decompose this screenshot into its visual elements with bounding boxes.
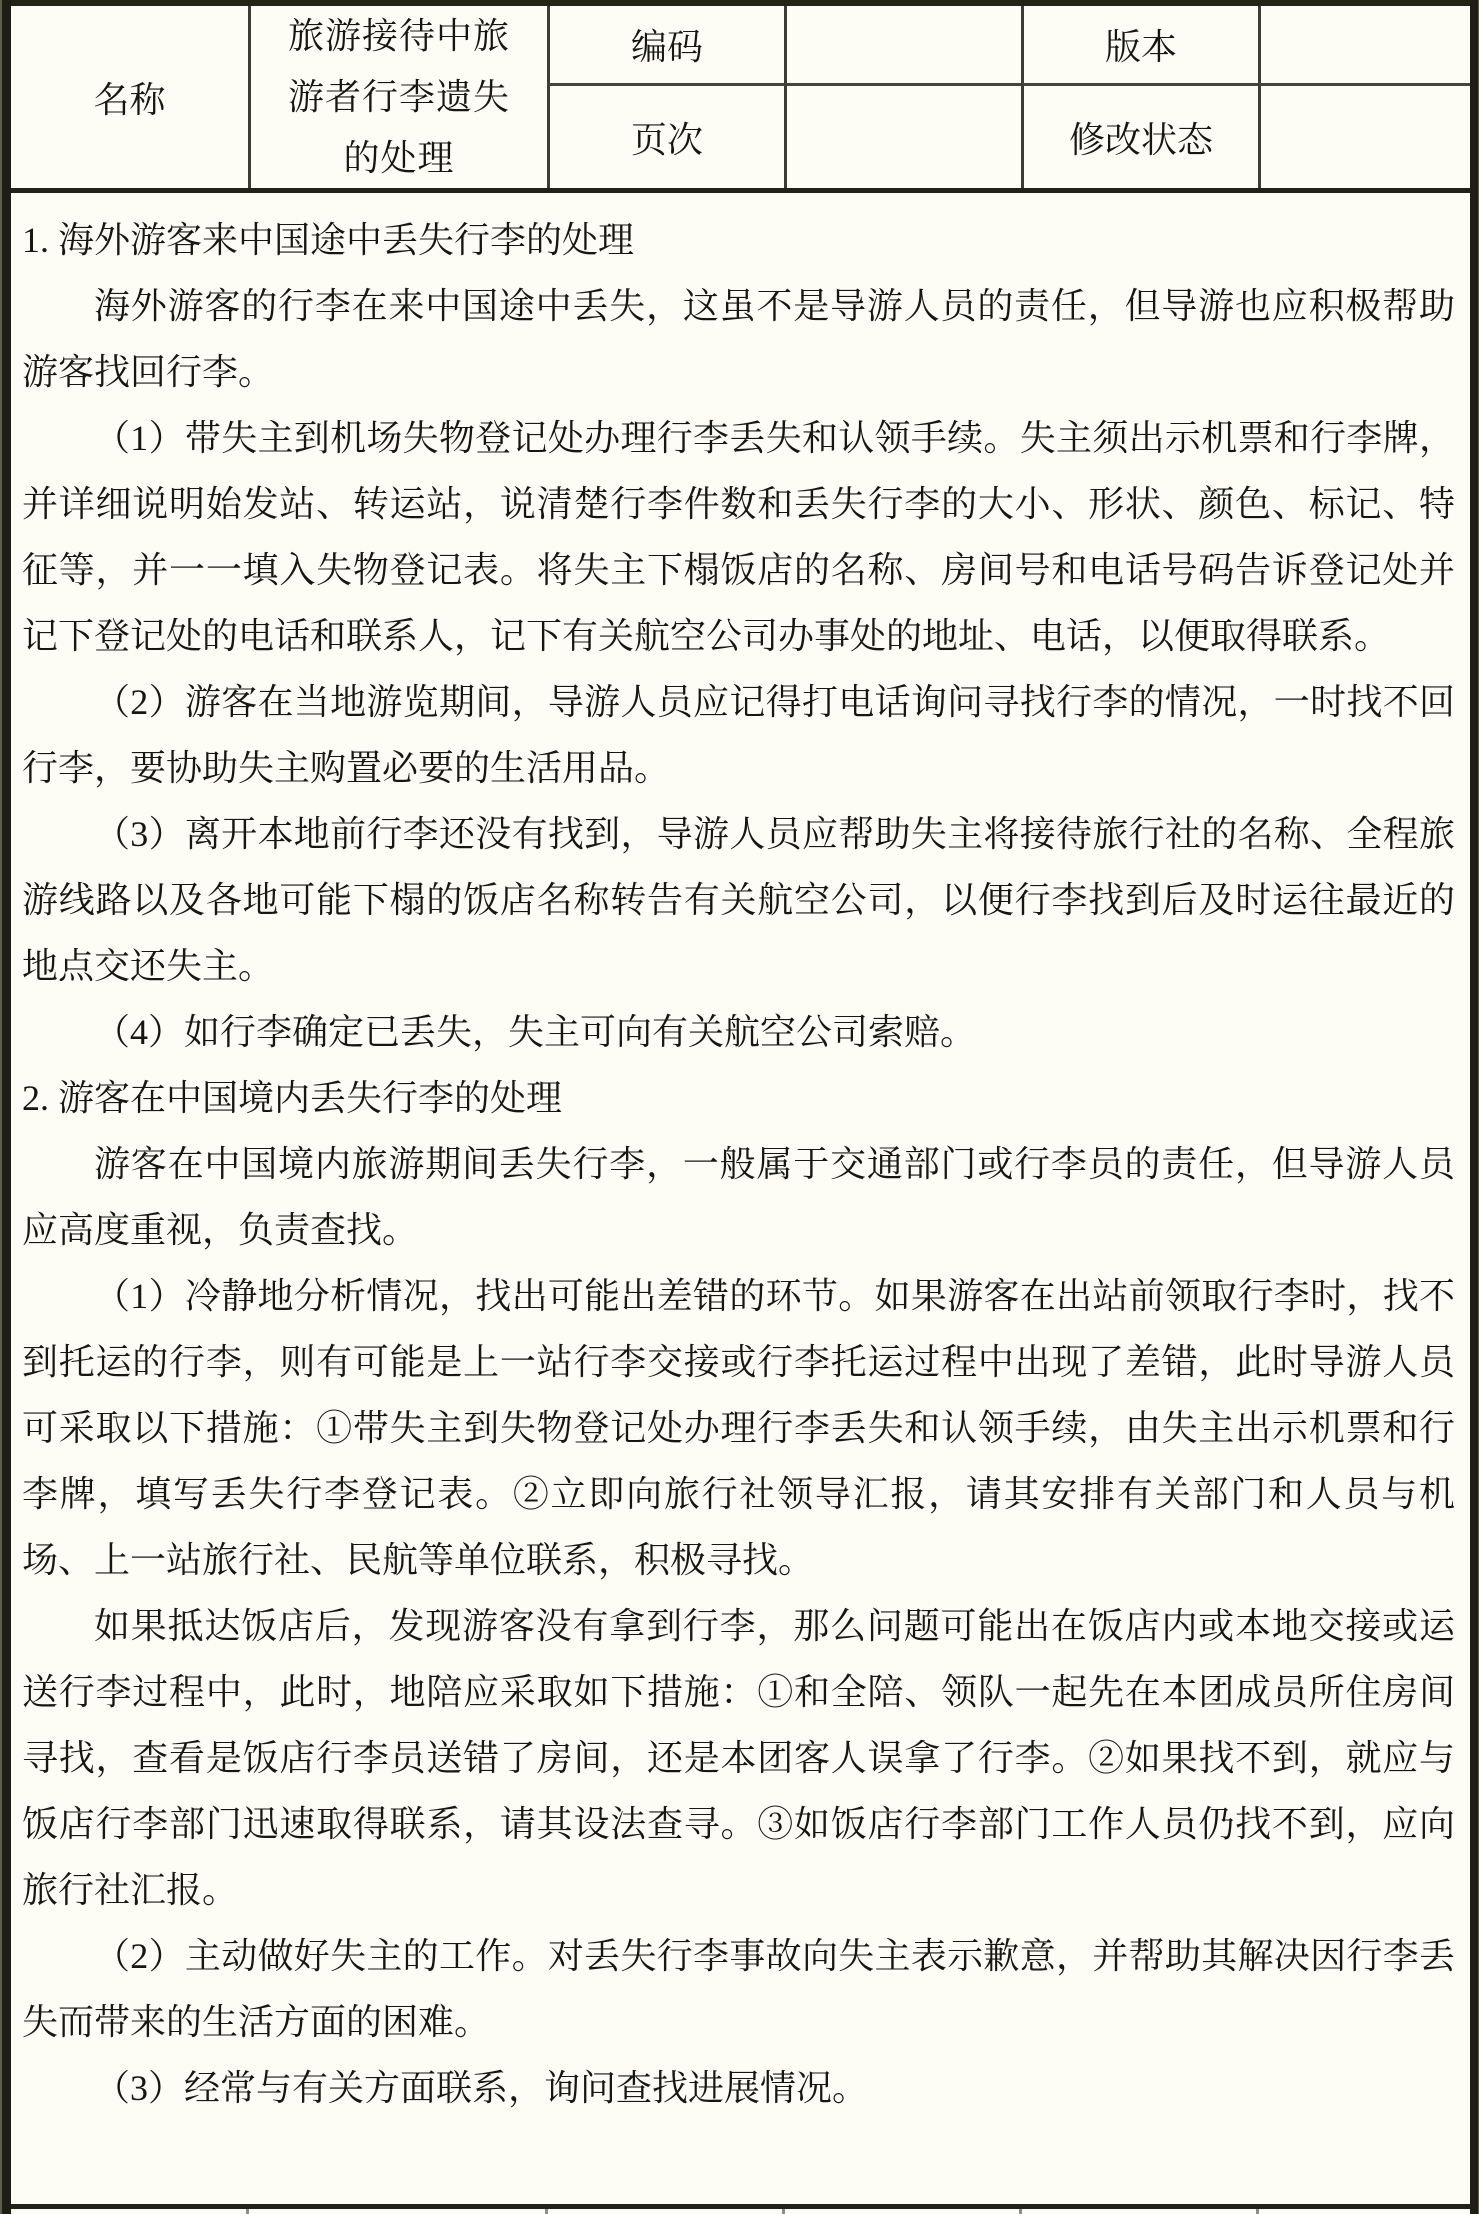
section-1-item-4: （4）如行李确定已丢失，失主可向有关航空公司索赔。 [94,1012,977,1052]
code-label: 编码 [630,27,703,67]
bottom-column-tick [246,2209,249,2214]
section-1-item-3: （3）离开本地前行李还没有找到，导游人员应帮助失主将接待旅行社的名称、全程旅游线路以及各地可能下榻的饭店名称转告有关航空公司，以便行李找到后及时运往最近的地点交还失主。 [22,814,1455,986]
section-2-intro: 游客在中国境内旅游期间丢失行李，一般属于交通部门或行李员的责任，但导游人员应高度重视，负责查找。 [22,1144,1455,1250]
revision-status-label: 修改状态 [1068,119,1213,160]
code-label-cell [547,6,784,83]
code-value-cell [784,6,1021,83]
section-1-item-1: （1）带失主到机场失物登记处办理行李丢失和认领手续。失主须出示机票和行李牌，并详细说明始发站、转运站，说清楚行李件数和丢失行李的大小、形状、颜色、标记、特征等，并一一填入失物登记表。将失主下榻饭店的名称、房间号和电话号码告诉登记处并记下登记处的电话和联系人，记下有关航空公司办事处的地址、电话，以便取得联系。 [22,418,1455,656]
version-label: 版本 [1104,27,1177,67]
section-1-intro: 海外游客的行李在来中国途中丢失，这虽不是导游人员的责任，但导游也应积极帮助游客找回行李。 [22,286,1455,392]
revision-status-value-cell [1258,83,1470,188]
section-1-item-2: （2）游客在当地游览期间，导游人员应记得打电话询问寻找行李的情况，一时找不回行李，要协助失主购置必要的生活用品。 [22,682,1455,788]
bottom-column-tick [545,2209,548,2214]
name-label: 名称 [93,79,166,120]
version-label-cell [1021,6,1258,83]
section-2-item-1-cont: 如果抵达饭店后，发现游客没有拿到行李，那么问题可能出在饭店内或本地交接或运送行李过程中，此时，地陪应采取如下措施：①和全陪、领队一起先在本团成员所住房间寻找，查看是饭店行李员送错了房间，还是本团客人误拿了行李。②如果找不到，就应与饭店行李部门迅速取得联系，请其设法查寻。③如饭店行李部门工作人员仍找不到，应向旅行社汇报。 [22,1606,1455,1910]
name-label-cell [11,6,248,188]
section-2-item-3: （3）经常与有关方面联系，询问查找进展情况。 [94,2068,869,2108]
section-2-item-2: （2）主动做好失主的工作。对丢失行李事故向失主表示歉意，并帮助其解决因行李丢失而带来的生活方面的困难。 [22,1936,1455,2042]
page-number-label-cell [547,83,784,188]
bottom-column-tick [1019,2209,1022,2214]
document-title-cell [248,6,547,188]
page-border-left [0,0,11,2214]
version-value-cell [1258,6,1470,83]
revision-status-label-cell [1021,83,1258,188]
header-table [11,6,1470,193]
bottom-column-tick [1256,2209,1259,2214]
page-number-value-cell [784,83,1021,188]
document-title: 旅游接待中旅游者行李遗失的处理 [287,15,510,178]
page-border-top [0,0,1479,6]
bottom-column-tick [782,2209,785,2214]
section-1-heading: 1. 海外游客来中国途中丢失行李的处理 [22,220,635,260]
section-2-item-1: （1）冷静地分析情况，找出可能出差错的环节。如果游客在出站前领取行李时，找不到托运的行李，则有可能是上一站行李交接或行李托运过程中出现了差错，此时导游人员可采取以下措施：①带失主到失物登记处办理行李丢失和认领手续，由失主出示机票和行李牌，填写丢失行李登记表。②立即向旅行社领导汇报，请其安排有关部门和人员与机场、上一站旅行社、民航等单位联系，积极寻找。 [22,1276,1455,1580]
page-border-right [1470,0,1479,2214]
section-2-heading: 2. 游客在中国境内丢失行李的处理 [22,1078,563,1118]
document-body [22,193,1455,2121]
page-number-label: 页次 [630,119,703,160]
